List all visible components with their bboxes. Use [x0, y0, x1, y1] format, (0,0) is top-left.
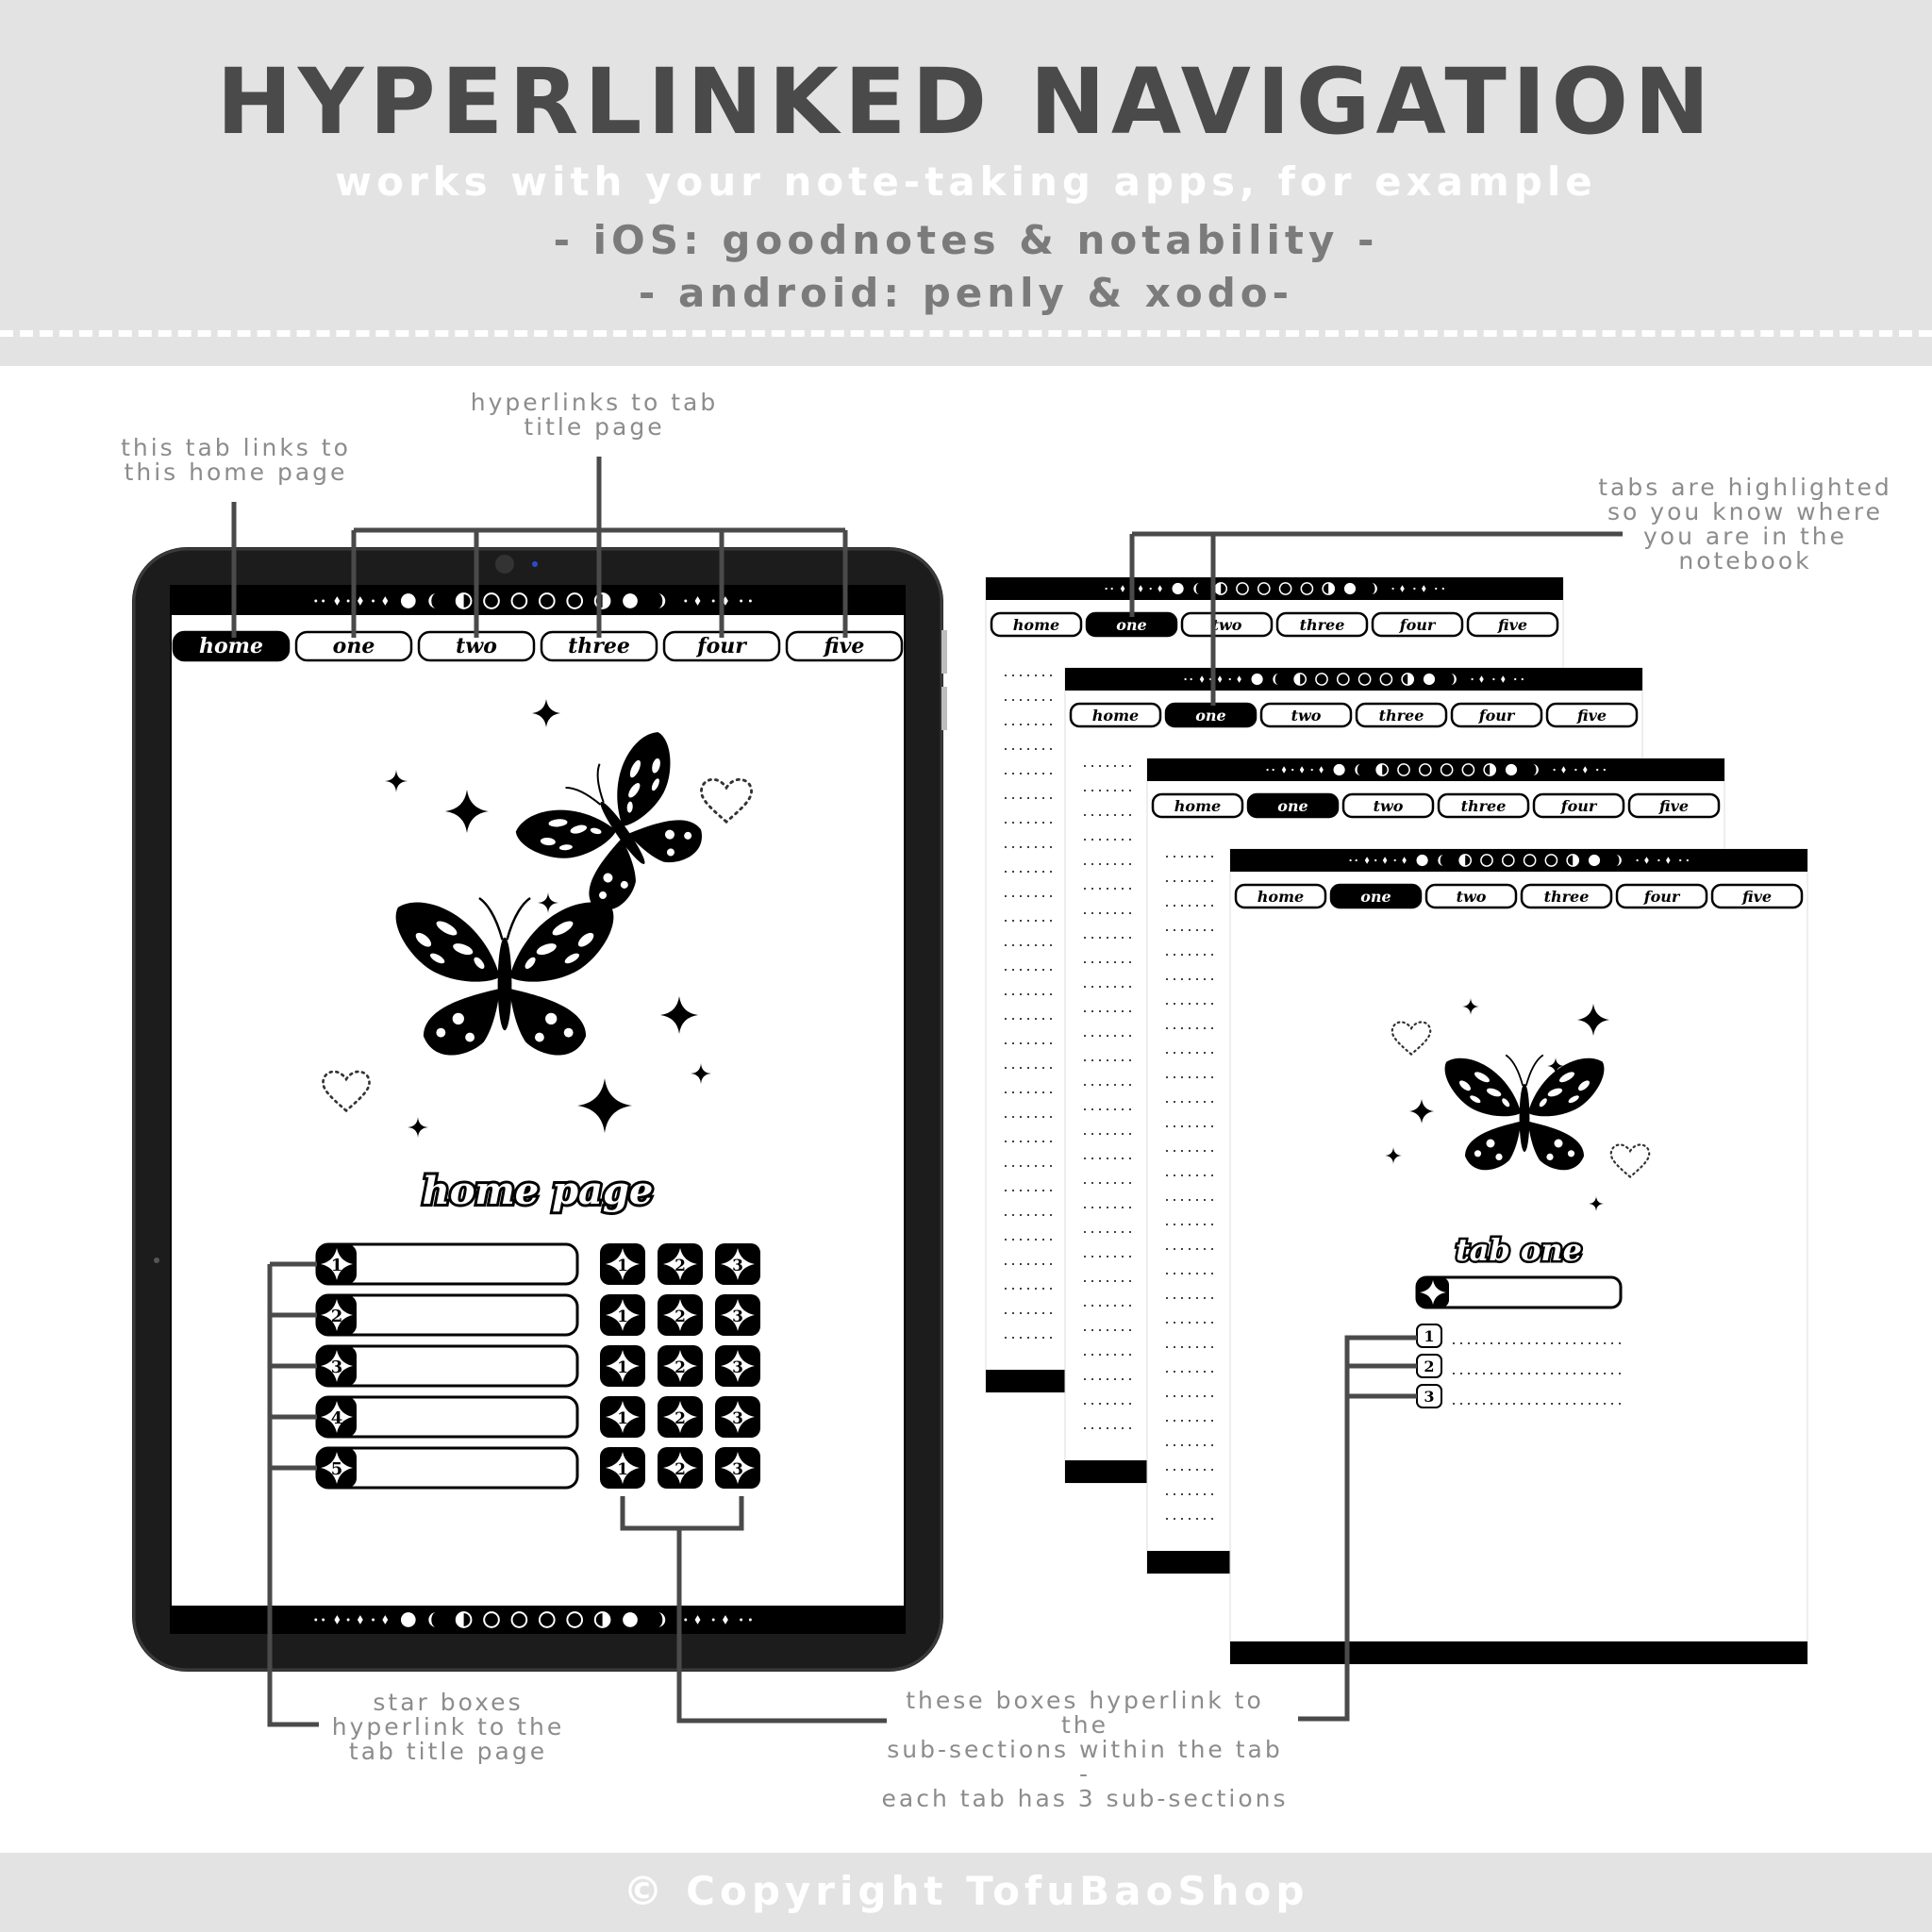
- page3-tab-five[interactable]: [1629, 794, 1719, 817]
- star-box-row[interactable]: [317, 1244, 577, 1284]
- page3-tab-label: four: [1560, 796, 1597, 815]
- page3-tab-one[interactable]: [1248, 794, 1338, 817]
- page4-tab-three[interactable]: [1522, 885, 1611, 908]
- page2-tab-three[interactable]: [1357, 704, 1446, 726]
- page2-tab-label: three: [1378, 706, 1424, 724]
- page2-tab-label: five: [1576, 706, 1607, 724]
- subsection-box[interactable]: [658, 1294, 703, 1336]
- subsection-number: 1: [617, 1257, 628, 1275]
- page2-tab-one[interactable]: [1166, 704, 1256, 726]
- subsection-number: 3: [732, 1409, 743, 1428]
- subsection-box[interactable]: [658, 1243, 703, 1285]
- page-title: HYPERLINKED NAVIGATION: [216, 49, 1716, 155]
- page4-tab-label: three: [1543, 887, 1590, 906]
- tablet-tab-home[interactable]: [174, 632, 289, 660]
- star-box-row[interactable]: [317, 1295, 577, 1335]
- tablet-tab-label: five: [824, 634, 865, 659]
- page1-tab-home[interactable]: [991, 613, 1081, 636]
- tablet-device: [132, 547, 947, 1672]
- tablet-tab-label: three: [568, 634, 630, 659]
- page1-tab-label: one: [1116, 615, 1147, 634]
- page1-tab-label: three: [1299, 615, 1345, 634]
- subsection-box[interactable]: [715, 1345, 760, 1387]
- star-box-row[interactable]: [317, 1448, 577, 1488]
- page3-tab-label: five: [1658, 796, 1690, 815]
- page1-tab-label: home: [1012, 615, 1060, 634]
- tablet-page-title: home page: [422, 1169, 654, 1213]
- subsection-box[interactable]: [658, 1447, 703, 1489]
- page2-tab-two[interactable]: [1261, 704, 1351, 726]
- page4-tab-label: one: [1360, 887, 1391, 906]
- subsection-number: 2: [675, 1358, 686, 1377]
- subsection-number: 1: [1424, 1327, 1435, 1345]
- page4-tab-two[interactable]: [1426, 885, 1516, 908]
- page4-tab-label: home: [1257, 887, 1305, 906]
- subsection-number: 1: [617, 1358, 628, 1377]
- tablet-subsection-boxes: [600, 1243, 760, 1489]
- page2-tab-four[interactable]: [1452, 704, 1541, 726]
- note-home-tab: this tab links to this home page: [121, 434, 351, 486]
- page3-tab-four[interactable]: [1534, 794, 1624, 817]
- front-page-title: tab one: [1456, 1232, 1582, 1268]
- star-box-number: 1: [330, 1256, 343, 1275]
- subsection-number: 2: [675, 1409, 686, 1428]
- note-highlighted: tabs are highlighted so you know where you are in the notebook: [1598, 474, 1892, 575]
- page1-tab-three[interactable]: [1277, 613, 1367, 636]
- page1-tab-two[interactable]: [1182, 613, 1272, 636]
- star-box-number: 3: [330, 1357, 343, 1377]
- tablet-tab-label: two: [456, 634, 497, 659]
- page1-tab-five[interactable]: [1468, 613, 1557, 636]
- subsection-box[interactable]: [715, 1396, 760, 1438]
- android-apps-line: - android: penly & xodo-: [638, 270, 1294, 316]
- page3-tab-label: three: [1460, 796, 1507, 815]
- star-box-row[interactable]: [317, 1346, 577, 1386]
- page4-tab-four[interactable]: [1617, 885, 1707, 908]
- subsection-number: 3: [732, 1460, 743, 1479]
- tablet-page-title-group: [423, 1169, 654, 1213]
- page2-tab-five[interactable]: [1547, 704, 1637, 726]
- star-box-number: 5: [330, 1459, 343, 1479]
- subsection-number: 3: [732, 1257, 743, 1275]
- page1-tab-label: two: [1211, 615, 1242, 634]
- subsection-number: 2: [1424, 1357, 1435, 1375]
- page1-tab-label: five: [1497, 615, 1528, 634]
- ios-apps-line: - iOS: goodnotes & notability -: [553, 217, 1379, 263]
- copyright-text: © Copyright TofuBaoShop: [623, 1868, 1309, 1914]
- subsection-box[interactable]: [658, 1396, 703, 1438]
- subsection-box[interactable]: [658, 1345, 703, 1387]
- subsection-box[interactable]: [600, 1396, 645, 1438]
- page2-tab-label: four: [1478, 706, 1515, 724]
- subsection-number: 2: [675, 1307, 686, 1326]
- subsection-number: 1: [617, 1307, 628, 1326]
- page4-tab-label: five: [1741, 887, 1773, 906]
- subsection-box[interactable]: [715, 1243, 760, 1285]
- tablet-tab-label: four: [697, 634, 746, 659]
- page3-tab-three[interactable]: [1439, 794, 1528, 817]
- subsection-box[interactable]: [600, 1447, 645, 1489]
- page3-tab-label: one: [1277, 796, 1308, 815]
- page3-tab-label: two: [1373, 796, 1404, 815]
- subsection-box[interactable]: [600, 1243, 645, 1285]
- subsection-box[interactable]: [600, 1345, 645, 1387]
- subsection-box[interactable]: [715, 1447, 760, 1489]
- tablet-tab-label: home: [199, 634, 263, 659]
- subsection-number: 1: [617, 1409, 628, 1428]
- page1-tab-four[interactable]: [1373, 613, 1462, 636]
- note-tab-links: hyperlinks to tab title page: [470, 389, 719, 441]
- note-sub-boxes: these boxes hyperlink to the sub-sections within the tab - each tab has 3 sub-sections: [881, 1687, 1289, 1812]
- subtitle: works with your note-taking apps, for example: [335, 158, 1597, 205]
- subsection-number: 1: [617, 1460, 628, 1479]
- star-box-row[interactable]: [317, 1397, 577, 1437]
- subsection-number: 3: [732, 1358, 743, 1377]
- page4-tab-label: four: [1643, 887, 1680, 906]
- page-stack: [986, 577, 1807, 1664]
- page4-tab-home[interactable]: [1236, 885, 1325, 908]
- page4-tab-label: two: [1456, 887, 1487, 906]
- tablet-star-boxes: [317, 1244, 577, 1488]
- page2-tab-home[interactable]: [1071, 704, 1160, 726]
- subsection-box[interactable]: [715, 1294, 760, 1336]
- page4-tab-one[interactable]: [1331, 885, 1421, 908]
- front-page-star-box[interactable]: [1417, 1277, 1621, 1307]
- page3-tab-label: home: [1174, 796, 1222, 815]
- subsection-box[interactable]: [600, 1294, 645, 1336]
- subsection-number: 3: [732, 1307, 743, 1326]
- page2-tab-label: home: [1091, 706, 1140, 724]
- subsection-number: 2: [675, 1460, 686, 1479]
- page3-tab-home[interactable]: [1153, 794, 1242, 817]
- subsection-number: 2: [675, 1257, 686, 1275]
- page2-tab-label: two: [1291, 706, 1322, 724]
- page4-tab-five[interactable]: [1712, 885, 1802, 908]
- note-star-boxes: star boxes hyperlink to the tab title page: [331, 1689, 565, 1765]
- page3-tab-two[interactable]: [1343, 794, 1433, 817]
- star-box-number: 4: [330, 1408, 343, 1428]
- tablet-tab-label: one: [332, 634, 375, 659]
- page1-tab-label: four: [1399, 615, 1436, 634]
- star-box-number: 2: [330, 1307, 343, 1326]
- page2-tab-label: one: [1195, 706, 1226, 724]
- subsection-number: 3: [1424, 1388, 1435, 1406]
